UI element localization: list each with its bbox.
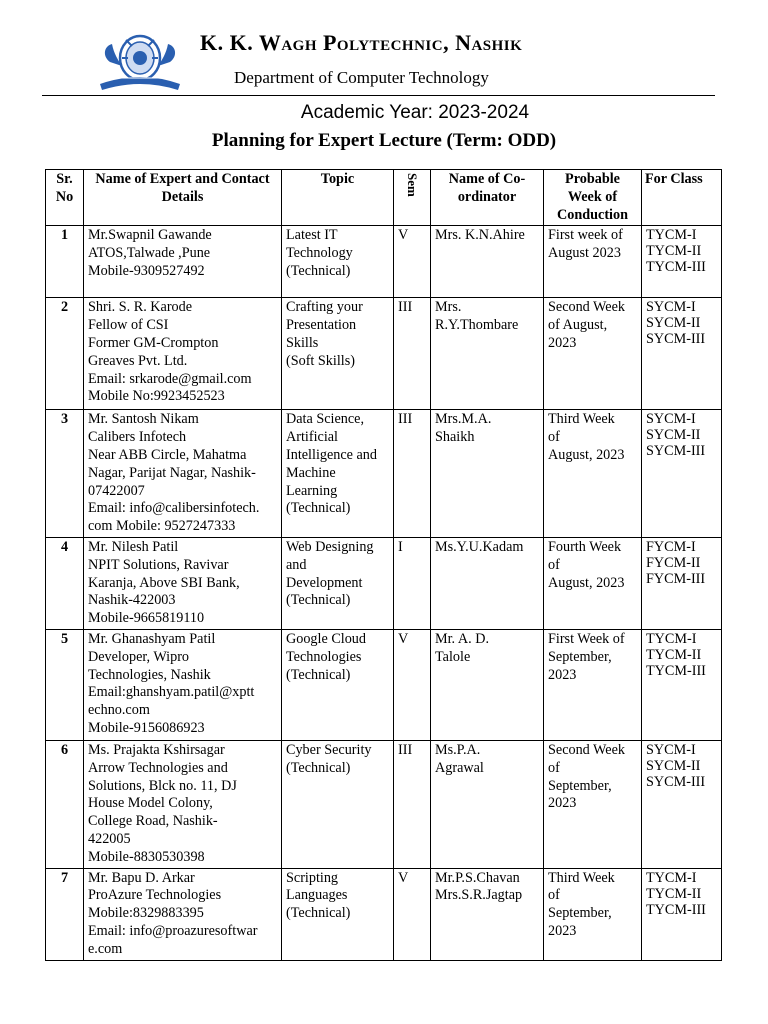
header-week: Probable Week of Conduction xyxy=(544,170,642,226)
cell-week xyxy=(544,226,642,298)
cell-class-line: SYCM-I xyxy=(646,299,696,316)
cell-expert xyxy=(84,226,282,298)
cell-topic-line: Learning xyxy=(286,482,338,499)
cell-expert-line: Email:ghanshyam.patil@xptt xyxy=(88,684,255,701)
cell-sem: V xyxy=(394,629,431,740)
cell-class-line: TYCM-II xyxy=(646,885,702,902)
cell-week xyxy=(544,740,642,868)
cell-topic xyxy=(282,410,394,538)
table-row xyxy=(46,868,722,960)
table-row xyxy=(46,410,722,538)
table-row xyxy=(46,740,722,868)
cell-expert-line: Mobile-8830530398 xyxy=(88,848,205,865)
cell-week-line: of August, xyxy=(548,317,608,334)
cell-week-line: August 2023 xyxy=(548,245,621,262)
cell-coordinator-line: Mrs. K.N.Ahire xyxy=(435,227,525,244)
cell-expert-line: Mobile:8329883395 xyxy=(88,905,204,922)
cell-topic-line: and xyxy=(286,556,307,573)
cell-coordinator-line: Agrawal xyxy=(435,759,484,776)
cell-sem: V xyxy=(394,868,431,960)
cell-week-line: 2023 xyxy=(548,922,577,939)
cell-week-line: First Week of xyxy=(548,630,625,647)
cell-class-line: TYCM-I xyxy=(646,227,697,244)
cell-topic-line: (Technical) xyxy=(286,592,351,609)
cell-week-line: September, xyxy=(548,905,612,922)
cell-expert-line: Greaves Pvt. Ltd. xyxy=(88,352,188,369)
cell-topic-line: Scripting xyxy=(286,869,339,886)
cell-class-line: TYCM-II xyxy=(646,243,702,260)
header-divider xyxy=(42,95,715,96)
cell-expert xyxy=(84,410,282,538)
cell-class xyxy=(642,410,722,538)
cell-topic xyxy=(282,629,394,740)
cell-expert-line: 07422007 xyxy=(88,482,145,499)
cell-topic-line: Presentation xyxy=(286,317,357,334)
cell-expert-line: NPIT Solutions, Ravivar xyxy=(88,556,229,573)
cell-topic-line: Technology xyxy=(286,245,353,262)
cell-expert-line: Mobile-9156086923 xyxy=(88,719,205,736)
cell-class-line: FYCM-III xyxy=(646,570,706,587)
cell-topic-line: (Technical) xyxy=(286,759,351,776)
cell-topic-line: (Technical) xyxy=(286,905,351,922)
cell-coordinator-line: Mrs.M.A. xyxy=(435,411,492,428)
cell-topic-line: (Technical) xyxy=(286,500,351,517)
cell-week-line: of xyxy=(548,556,560,573)
cell-class xyxy=(642,740,722,868)
cell-expert-line: Developer, Wipro xyxy=(88,648,190,665)
cell-coordinator-line: Mr. A. D. xyxy=(435,630,489,647)
cell-coordinator xyxy=(431,410,544,538)
cell-expert-line: Calibers Infotech xyxy=(88,429,187,446)
header-sem xyxy=(394,170,431,226)
cell-expert-line: Mr. Santosh Nikam xyxy=(88,411,199,428)
expert-lecture-table xyxy=(45,169,722,961)
cell-class-line: SYCM-III xyxy=(646,331,706,348)
cell-sr: 7 xyxy=(46,868,84,960)
cell-week-line: Second Week xyxy=(548,299,625,316)
cell-week xyxy=(544,298,642,410)
cell-coordinator-line: Ms.P.A. xyxy=(435,741,481,758)
cell-class xyxy=(642,226,722,298)
cell-expert-line: Email: srkarode@gmail.com xyxy=(88,370,252,387)
cell-coordinator-line: Talole xyxy=(435,648,471,665)
cell-topic-line: Languages xyxy=(286,887,348,904)
cell-topic xyxy=(282,537,394,629)
cell-week-line: First week of xyxy=(548,227,623,244)
cell-topic xyxy=(282,298,394,410)
cell-expert-line: Mobile No:9923452523 xyxy=(88,388,225,405)
cell-class xyxy=(642,629,722,740)
cell-class-line: TYCM-II xyxy=(646,646,702,663)
department-name: Department of Computer Technology xyxy=(234,68,489,87)
cell-topic xyxy=(282,226,394,298)
cell-expert-line: Nashik-422003 xyxy=(88,592,176,609)
header-topic: Topic xyxy=(282,170,394,226)
cell-expert-line: Mr. Nilesh Patil xyxy=(88,538,179,555)
cell-class-line: TYCM-III xyxy=(646,662,706,679)
cell-week-line: 2023 xyxy=(548,666,577,683)
cell-class-line: TYCM-III xyxy=(646,901,706,918)
cell-class-line: FYCM-I xyxy=(646,538,696,555)
cell-topic xyxy=(282,868,394,960)
cell-class xyxy=(642,868,722,960)
cell-coordinator xyxy=(431,740,544,868)
cell-topic xyxy=(282,740,394,868)
cell-week xyxy=(544,868,642,960)
table-row xyxy=(46,226,722,298)
cell-expert xyxy=(84,298,282,410)
header-expert: Name of Expert and Contact Details xyxy=(84,170,282,226)
cell-topic-line: Latest IT xyxy=(286,227,338,244)
cell-expert-line: com Mobile: 9527247333 xyxy=(88,518,236,535)
cell-topic-line: Intelligence and xyxy=(286,446,377,463)
cell-coordinator xyxy=(431,868,544,960)
cell-week-line: of xyxy=(548,887,560,904)
cell-sr: 5 xyxy=(46,629,84,740)
header-sr: Sr. No xyxy=(46,170,84,226)
cell-sr: 6 xyxy=(46,740,84,868)
cell-expert xyxy=(84,740,282,868)
cell-week xyxy=(544,629,642,740)
cell-expert-line: Solutions, Blck no. 11, DJ xyxy=(88,777,237,794)
cell-class-line: TYCM-I xyxy=(646,869,697,886)
cell-coordinator xyxy=(431,298,544,410)
cell-expert-line: House Model Colony, xyxy=(88,795,213,812)
cell-sr: 2 xyxy=(46,298,84,410)
cell-sem: III xyxy=(394,298,431,410)
cell-expert-line: Mobile-9665819110 xyxy=(88,610,205,627)
cell-week-line: August, 2023 xyxy=(548,446,625,463)
cell-topic-line: (Technical) xyxy=(286,666,351,683)
cell-class-line: TYCM-I xyxy=(646,630,697,647)
cell-class-line: SYCM-II xyxy=(646,315,701,332)
table-body xyxy=(46,226,722,960)
cell-sr: 1 xyxy=(46,226,84,298)
plan-title: Planning for Expert Lecture (Term: ODD) xyxy=(211,130,557,151)
cell-week-line: Second Week xyxy=(548,741,625,758)
cell-coordinator xyxy=(431,629,544,740)
cell-expert-line: Mr. Ghanashyam Patil xyxy=(88,630,216,647)
cell-class-line: FYCM-II xyxy=(646,554,701,571)
cell-expert-line: Email: info@proazuresoftwar xyxy=(88,922,258,939)
table-row xyxy=(46,537,722,629)
cell-expert-line: Fellow of CSI xyxy=(88,317,169,334)
cell-sem: V xyxy=(394,226,431,298)
cell-expert-line: Near ABB Circle, Mahatma xyxy=(88,446,247,463)
cell-class xyxy=(642,537,722,629)
cell-expert-line: ATOS,Talwade ,Pune xyxy=(88,245,211,262)
cell-coordinator-line: Shaikh xyxy=(435,429,475,446)
cell-expert xyxy=(84,537,282,629)
cell-topic-line: Data Science, xyxy=(286,411,364,428)
cell-expert-line: Email: info@calibersinfotech. xyxy=(88,500,260,517)
cell-expert-line: Mobile-9309527492 xyxy=(88,262,205,279)
cell-week-line: Fourth Week xyxy=(548,538,622,555)
cell-sem: I xyxy=(394,537,431,629)
document-header xyxy=(0,0,768,100)
cell-coordinator xyxy=(431,537,544,629)
academic-year-text: Academic Year: 2023-2024 xyxy=(300,102,530,123)
header-sem-label: Sem xyxy=(404,173,420,197)
cell-class-line: SYCM-II xyxy=(646,427,701,444)
cell-coordinator-line: R.Y.Thombare xyxy=(435,317,519,334)
cell-expert-line: Mr.Swapnil Gawande xyxy=(88,227,212,244)
cell-week-line: of xyxy=(548,759,560,776)
cell-topic-line: (Technical) xyxy=(286,262,351,279)
cell-class-line: SYCM-III xyxy=(646,443,706,460)
cell-expert-line: Mr. Bapu D. Arkar xyxy=(88,869,195,886)
cell-expert-line: Nagar, Parijat Nagar, Nashik- xyxy=(88,464,256,481)
cell-topic-line: Development xyxy=(286,574,363,591)
cell-expert xyxy=(84,629,282,740)
table-row xyxy=(46,629,722,740)
cell-expert-line: Former GM-Crompton xyxy=(88,334,219,351)
cell-sr: 4 xyxy=(46,537,84,629)
cell-topic-line: Crafting your xyxy=(286,299,363,316)
cell-class-line: TYCM-III xyxy=(646,259,706,276)
college-name: K. K. Wagh Polytechnic, Nashik xyxy=(200,30,523,55)
college-logo-icon xyxy=(92,28,188,96)
cell-topic-line: (Soft Skills) xyxy=(286,352,355,369)
cell-expert-line: echno.com xyxy=(88,702,150,719)
header-coordinator: Name of Co-ordinator xyxy=(431,170,544,226)
cell-topic-line: Artificial xyxy=(286,429,338,446)
cell-expert-line: Arrow Technologies and xyxy=(88,759,228,776)
cell-week-line: Third Week xyxy=(548,869,615,886)
cell-expert-line: College Road, Nashik- xyxy=(88,813,218,830)
cell-sem: III xyxy=(394,740,431,868)
cell-week-line: 2023 xyxy=(548,334,577,351)
cell-coordinator-line: Mrs. xyxy=(435,299,462,316)
cell-week xyxy=(544,410,642,538)
header-class: For Class xyxy=(642,170,722,226)
cell-topic-line: Technologies xyxy=(286,648,362,665)
cell-week-line: September, xyxy=(548,648,612,665)
cell-coordinator-line: Mr.P.S.Chavan xyxy=(435,869,520,886)
cell-expert-line: Karanja, Above SBI Bank, xyxy=(88,574,240,591)
cell-coordinator xyxy=(431,226,544,298)
cell-topic-line: Google Cloud xyxy=(286,630,366,647)
cell-expert-line: e.com xyxy=(88,940,123,957)
cell-week-line: of xyxy=(548,429,560,446)
table-header-row xyxy=(46,170,722,226)
cell-topic-line: Machine xyxy=(286,464,336,481)
cell-class xyxy=(642,298,722,410)
cell-class-line: SYCM-II xyxy=(646,757,701,774)
academic-year xyxy=(0,102,768,124)
cell-topic-line: Cyber Security xyxy=(286,741,372,758)
cell-expert-line: Ms. Prajakta Kshirsagar xyxy=(88,741,225,758)
cell-expert-line: 422005 xyxy=(88,830,131,847)
cell-class-line: SYCM-I xyxy=(646,411,696,428)
cell-week-line: August, 2023 xyxy=(548,574,625,591)
cell-week xyxy=(544,537,642,629)
cell-class-line: SYCM-III xyxy=(646,773,706,790)
cell-topic-line: Skills xyxy=(286,334,319,351)
cell-week-line: 2023 xyxy=(548,795,577,812)
cell-coordinator-line: Mrs.S.R.Jagtap xyxy=(435,887,523,904)
cell-expert xyxy=(84,868,282,960)
cell-week-line: September, xyxy=(548,777,612,794)
cell-expert-line: Shri. S. R. Karode xyxy=(88,299,193,316)
cell-sem: III xyxy=(394,410,431,538)
cell-topic-line: Web Designing xyxy=(286,538,374,555)
cell-coordinator-line: Ms.Y.U.Kadam xyxy=(435,538,524,555)
cell-expert-line: ProAzure Technologies xyxy=(88,887,222,904)
cell-week-line: Third Week xyxy=(548,411,615,428)
cell-expert-line: Technologies, Nashik xyxy=(88,666,211,683)
cell-sr: 3 xyxy=(46,410,84,538)
table-row xyxy=(46,298,722,410)
cell-class-line: SYCM-I xyxy=(646,741,696,758)
